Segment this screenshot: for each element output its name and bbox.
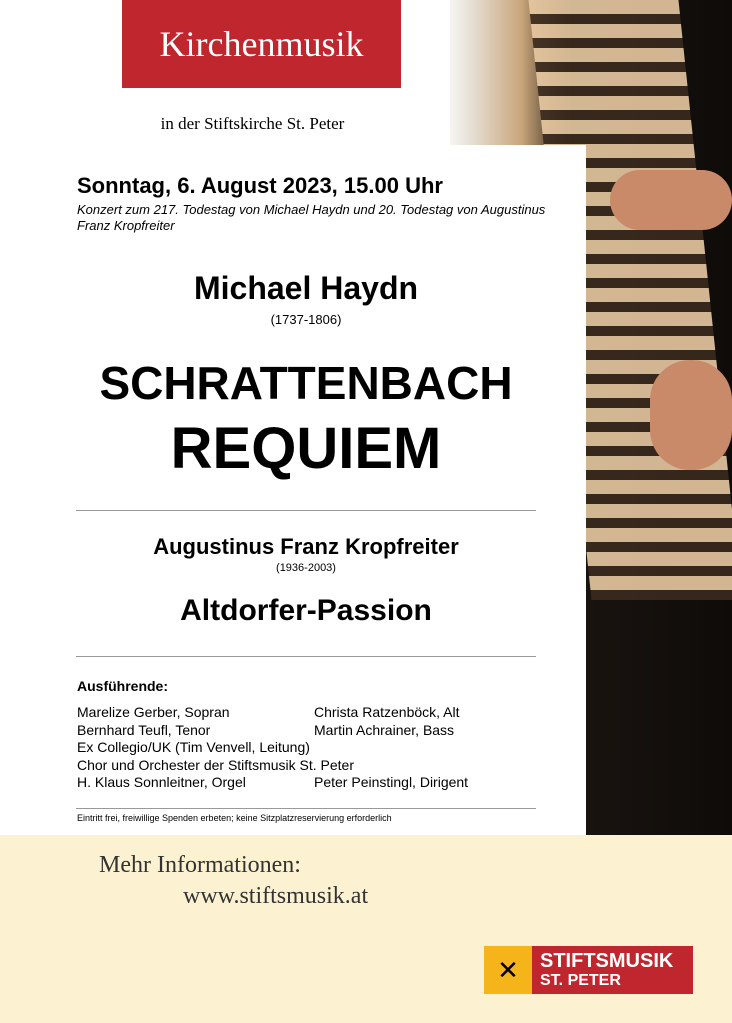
performer: Peter Peinstingl, Dirigent [314, 774, 469, 790]
header-subtitle: in der Stiftskirche St. Peter [160, 114, 345, 133]
work-1-title-line2: REQUIEM [170, 416, 442, 481]
performer: Bernhard Teufl, Tenor [77, 721, 211, 738]
header-title: Kirchenmusik [122, 0, 401, 88]
composer-2-years: (1936-2003) [276, 562, 336, 574]
divider [76, 656, 536, 657]
website-link[interactable]: www.stiftsmusik.at [183, 883, 369, 909]
composer-1: Michael Haydn [193, 270, 419, 306]
admission-note: Eintritt frei, freiwillige Spenden erbeten; keine Sitzplatzreservierung erforderlich [77, 813, 392, 823]
logo-line1: STIFTSMUSIK [540, 949, 674, 972]
logo-line2: ST. PETER [540, 971, 621, 989]
crossed-keys-icon: ✕ [484, 946, 532, 994]
more-info-label: Mehr Informationen: [99, 852, 301, 878]
performer-row [77, 704, 537, 722]
event-description: Konzert zum 217. Todestag von Michael Haydn und 20. Todestag von Augustinus Franz Kropfreiter [77, 202, 546, 233]
performer: Martin Achrainer, Bass [314, 721, 455, 738]
event-date: Sonntag, 6. August 2023, 15.00 Uhr [77, 173, 443, 198]
performer-row [77, 739, 537, 757]
divider [76, 510, 536, 511]
performer: Christa Ratzenböck, Alt [314, 704, 460, 720]
performer: Chor und Orchester der Stiftsmusik St. Peter [77, 756, 354, 773]
work-1-title-line1: SCHRATTENBACH [99, 357, 513, 409]
composer-1-years: (1737-1806) [270, 312, 342, 327]
work-2-title: Altdorfer-Passion [180, 594, 432, 627]
performers-heading: Ausführende: [77, 678, 168, 694]
performer-row [77, 774, 537, 792]
performer: Marelize Gerber, Sopran [77, 704, 230, 720]
performer: Ex Collegio/UK (Tim Venvell, Leitung) [77, 739, 310, 755]
hand-image [650, 360, 732, 470]
divider [76, 808, 536, 809]
performer-row [77, 722, 537, 740]
stiftsmusik-logo [484, 946, 693, 994]
composer-2: Augustinus Franz Kropfreiter [153, 534, 459, 559]
performers-list [77, 704, 537, 794]
performer: H. Klaus Sonnleitner, Orgel [77, 774, 246, 790]
performer-row [77, 757, 537, 775]
hand-image [610, 170, 732, 230]
